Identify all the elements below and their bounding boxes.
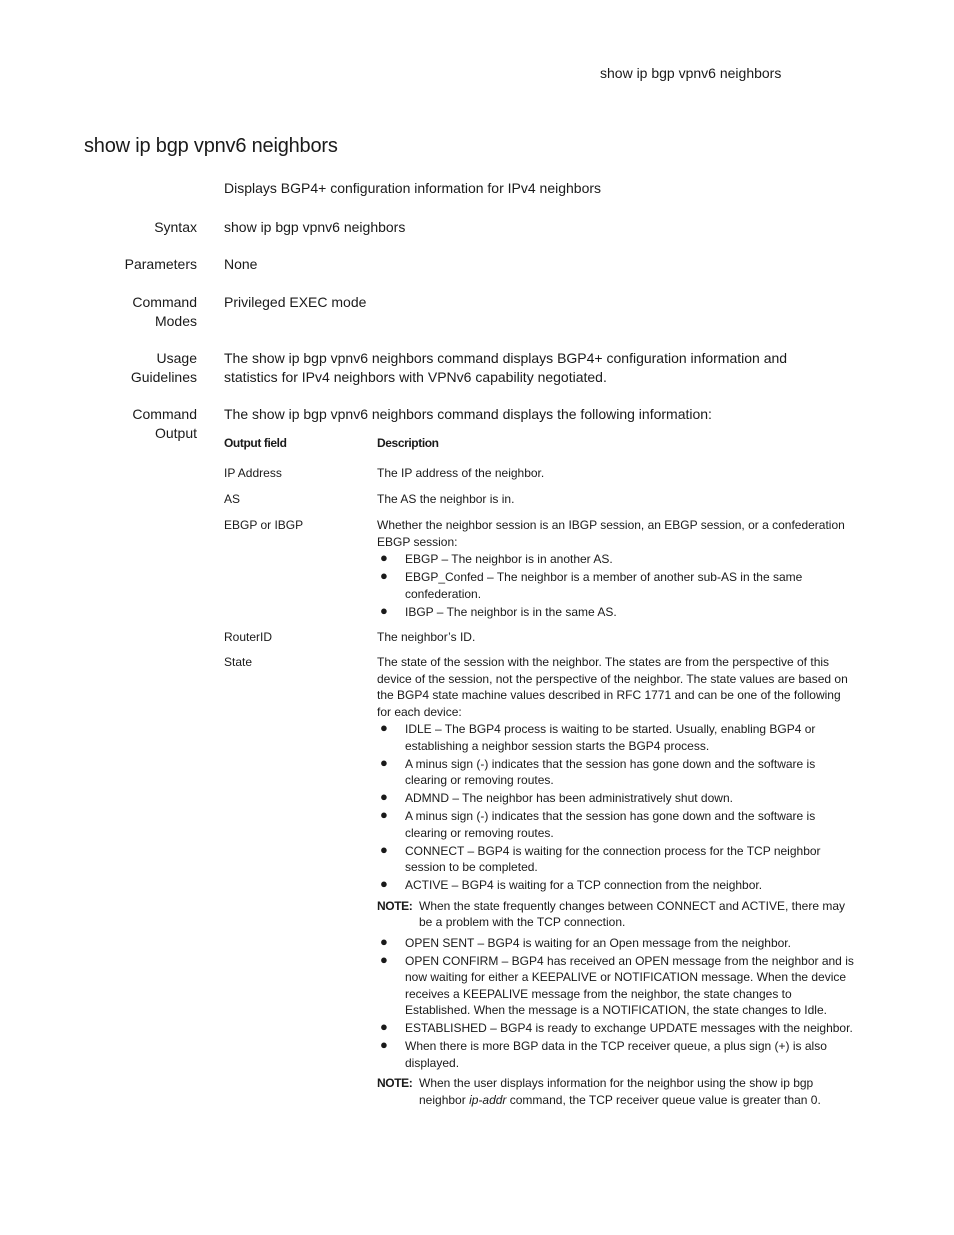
list-item-text: CONNECT – BGP4 is waiting for the connection process for the TCP neighbor session to be completed.	[405, 843, 821, 874]
note-block	[377, 898, 857, 931]
list-item-text: EBGP – The neighbor is in another AS.	[405, 552, 613, 566]
field-description	[377, 654, 857, 1112]
list-item	[377, 808, 857, 841]
note-text: When the state frequently changes between CONNECT and ACTIVE, there may be a problem with the TCP connection.	[419, 898, 845, 929]
syntax-value: show ip bgp vpnv6 neighbors	[224, 219, 406, 235]
list-item	[377, 843, 857, 876]
field-description: The neighbor’s ID.	[377, 630, 476, 644]
syntax-label: Syntax	[154, 219, 197, 235]
command-output-text	[224, 405, 844, 424]
command-description: Displays BGP4+ configuration information for IPv4 neighbors	[224, 180, 602, 196]
list-item	[377, 551, 857, 568]
list-item	[377, 935, 857, 952]
label-line-1: Command	[132, 294, 197, 310]
field-name: State	[224, 655, 253, 669]
text-suffix: command displays BGP4+ configuration information and statistics for IPv4 neighbors with VPNv6 capability negotiated.	[224, 350, 788, 385]
text-prefix: The	[224, 406, 253, 422]
label-line-2: Guidelines	[130, 369, 197, 385]
parameters-label: Parameters	[124, 256, 197, 272]
bullet-list	[377, 721, 857, 894]
list-item-text: IDLE – The BGP4 process is waiting to be started. Usually, enabling BGP4 or establishing a neighbor session starts the BGP4 process.	[405, 722, 816, 753]
list-item	[377, 569, 857, 602]
note-text-prefix: When the user displays information for the neighbor using the	[419, 1076, 750, 1090]
bullet-list	[377, 551, 857, 620]
usage-guidelines-text	[224, 349, 844, 387]
description-text: Whether the neighbor session is an IBGP session, an EBGP session, or a confederation EBGP session:	[377, 518, 845, 549]
bullet-icon: ●	[380, 841, 388, 857]
command-modes-label	[84, 293, 197, 331]
list-item	[377, 877, 857, 894]
bullet-icon: ●	[380, 550, 388, 565]
bullet-icon: ●	[380, 933, 388, 949]
bullet-list	[377, 935, 857, 1072]
bullet-icon: ●	[380, 568, 388, 583]
list-item-text: ACTIVE – BGP4 is waiting for a TCP connection from the neighbor.	[405, 878, 763, 892]
bullet-icon: ●	[380, 754, 388, 770]
bullet-icon: ●	[380, 720, 388, 735]
note-label: NOTE:	[377, 1076, 413, 1090]
list-item	[377, 604, 857, 621]
list-item-text: A minus sign (-) indicates that the session has gone down and the software is clearing or removing routes.	[405, 756, 816, 787]
bullet-icon: ●	[380, 951, 388, 967]
bullet-icon: ●	[380, 876, 388, 891]
label-line-1: Usage	[156, 350, 197, 366]
list-item	[377, 756, 857, 789]
field-description	[377, 517, 857, 622]
note-text-suffix: command, the TCP receiver queue value is greater than 0.	[506, 1092, 821, 1107]
list-item-text: ADMND – The neighbor has been administratively shut down.	[405, 791, 733, 805]
list-item-text: A minus sign (-) indicates that the session has gone down and the software is clearing or removing routes.	[405, 809, 816, 840]
note-block	[377, 1075, 857, 1108]
list-item-text: EBGP_Confed – The neighbor is a member of another sub-AS in the same confederation.	[405, 570, 803, 601]
command-modes-value: Privileged EXEC mode	[224, 294, 367, 310]
bullet-icon: ●	[380, 1037, 388, 1052]
field-description: The IP address of the neighbor.	[377, 466, 545, 480]
command-output-label	[84, 405, 197, 443]
field-description: The AS the neighbor is in.	[377, 492, 515, 506]
bullet-icon: ●	[380, 602, 388, 618]
command-name: show ip bgp vpnv6 neighbors	[252, 406, 434, 422]
header-output-field: Output field	[224, 436, 287, 450]
note-label: NOTE:	[377, 898, 413, 913]
bullet-icon: ●	[380, 789, 388, 804]
list-item	[377, 721, 857, 754]
list-item-text: ESTABLISHED – BGP4 is ready to exchange UPDATE messages with the neighbor.	[405, 1021, 853, 1035]
list-item-text: When there is more BGP data in the TCP receiver queue, a plus sign (+) is also displayed.	[405, 1039, 827, 1070]
usage-guidelines-label	[84, 349, 197, 387]
page-title: show ip bgp vpnv6 neighbors	[84, 135, 338, 157]
parameters-value: None	[224, 256, 258, 272]
label-line-2: Modes	[154, 313, 197, 329]
list-item-text: IBGP – The neighbor is in the same AS.	[405, 604, 617, 619]
list-item	[377, 1038, 857, 1071]
command-argument: ip-addr	[469, 1092, 507, 1107]
bullet-icon: ●	[380, 1019, 388, 1034]
command-name: show ip bgp neighbor	[419, 1076, 814, 1107]
description-text: The state of the session with the neighbor. The states are from the perspective of this device of the session, not the perspective of the neighbor. The state values are based on the BGP4 state machine values described in RFC 1771 and can be one of the following for each device:	[377, 655, 848, 719]
label-line-2: Output	[154, 425, 197, 441]
command-name: show ip bgp vpnv6 neighbors	[252, 350, 434, 366]
bullet-icon: ●	[380, 807, 388, 822]
list-item	[377, 790, 857, 807]
field-name: AS	[224, 492, 241, 506]
list-item	[377, 953, 857, 1019]
list-item-text: OPEN CONFIRM – BGP4 has received an OPEN message from the neighbor and is now waiting for either a KEEPALIVE or NOTIFICATION message. When the device receives a KEEPALIVE message from the neighbor, the state changes to Established. When the message is a NOTIFICATION, the state changes to Idle.	[405, 953, 854, 1017]
label-line-1: Command	[132, 406, 197, 422]
field-name: RouterID	[224, 630, 273, 644]
text-prefix: The	[224, 350, 253, 366]
note-text	[419, 1076, 821, 1107]
text-suffix: command displays the following information:	[433, 406, 712, 422]
list-item-text: OPEN SENT – BGP4 is waiting for an Open message from the neighbor.	[405, 935, 791, 950]
running-header: show ip bgp vpnv6 neighbors	[600, 65, 782, 81]
field-name: EBGP or IBGP	[224, 518, 304, 532]
header-description: Description	[377, 436, 439, 450]
field-name: IP Address	[224, 466, 282, 480]
list-item	[377, 1020, 857, 1037]
